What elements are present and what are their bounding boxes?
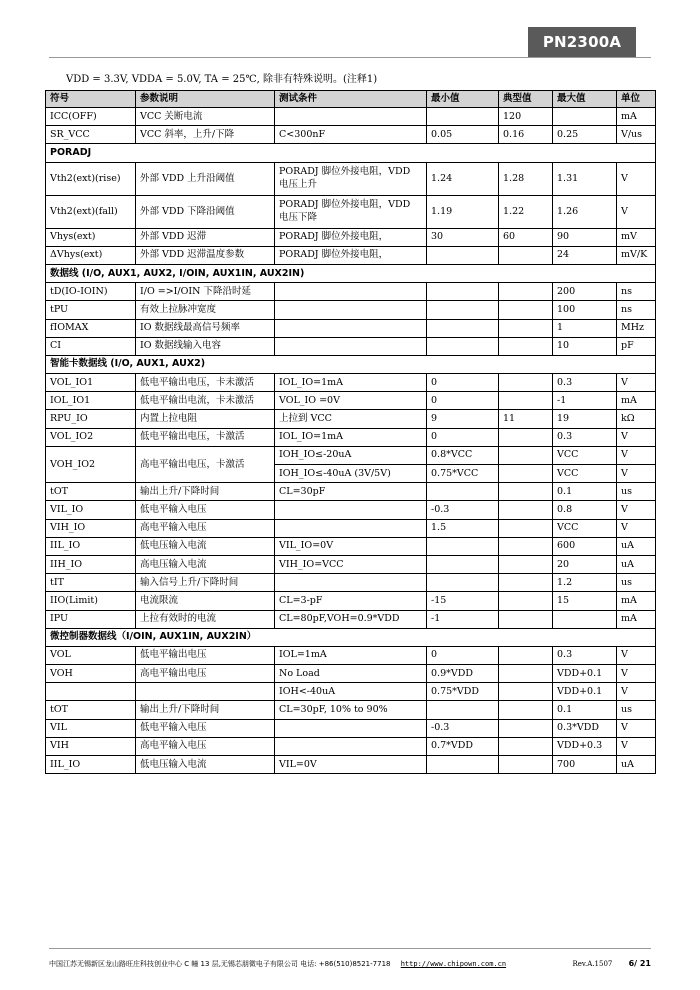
column-header: 最大值	[553, 91, 617, 108]
table-cell	[499, 446, 553, 464]
table-cell: IOH<-40uA	[275, 683, 427, 701]
table-cell: IOH_IO≤-20uA	[275, 446, 427, 464]
table-cell	[553, 610, 617, 628]
table-cell: 30	[427, 228, 499, 246]
table-cell: 20	[553, 555, 617, 573]
part-number-tag: PN2300A	[528, 27, 636, 57]
table-row	[46, 228, 656, 246]
table-cell: VOL	[46, 646, 136, 664]
table-cell: 高电平输入电压	[136, 737, 275, 755]
table-cell	[499, 646, 553, 664]
table-cell: ns	[617, 301, 656, 319]
table-cell: PORADJ 脚位外接电阻，VDD 电压上升	[275, 162, 427, 195]
table-cell: MHz	[617, 319, 656, 337]
table-cell: VIL_IO=0V	[275, 537, 427, 555]
table-cell: mA	[617, 610, 656, 628]
table-cell	[499, 519, 553, 537]
company-address: 中国江苏无锡新区龙山路旺庄科技创业中心 C 幢 13 层,无锡芯朋微电子有限公司 电话: +86(510)8521-7718	[49, 960, 391, 968]
table-cell: V	[617, 646, 656, 664]
table-cell	[427, 756, 499, 774]
table-cell: V	[617, 665, 656, 683]
table-cell: 19	[553, 410, 617, 428]
table-cell: Vth2(ext)(fall)	[46, 195, 136, 228]
table-row	[46, 719, 656, 737]
table-cell: VOH_IO2	[46, 446, 136, 482]
table-cell: SR_VCC	[46, 126, 136, 144]
footer-rule	[49, 948, 651, 949]
table-cell: VIL	[46, 719, 136, 737]
table-cell: 0.3*VDD	[553, 719, 617, 737]
table-cell: mV	[617, 228, 656, 246]
table-cell	[275, 719, 427, 737]
table-cell: CL=80pF,VOH=0.9*VDD	[275, 610, 427, 628]
table-cell: 700	[553, 756, 617, 774]
table-cell: V	[617, 428, 656, 446]
table-cell: -0.3	[427, 501, 499, 519]
column-header: 测试条件	[275, 91, 427, 108]
table-cell: 外部 VDD 迟滞	[136, 228, 275, 246]
table-cell	[499, 610, 553, 628]
table-cell: IO 数据线最高信号频率	[136, 319, 275, 337]
table-cell: IIO(Limit)	[46, 592, 136, 610]
table-row	[46, 555, 656, 573]
table-cell: VDD+0.1	[553, 665, 617, 683]
table-cell: 上拉到 VCC	[275, 410, 427, 428]
table-cell: 1	[553, 319, 617, 337]
table-cell: -1	[427, 610, 499, 628]
table-cell: 0	[427, 392, 499, 410]
table-row	[46, 392, 656, 410]
table-row	[46, 756, 656, 774]
table-row	[46, 683, 656, 701]
table-cell: 低电平输出电流，卡未激活	[136, 392, 275, 410]
table-cell: VIL_IO	[46, 501, 136, 519]
table-cell: VIH	[46, 737, 136, 755]
table-row	[46, 646, 656, 664]
table-cell: 有效上拉脉冲宽度	[136, 301, 275, 319]
table-cell	[427, 108, 499, 126]
table-cell: 高电平输入电压	[136, 519, 275, 537]
table-cell: IPU	[46, 610, 136, 628]
table-cell: fIOMAX	[46, 319, 136, 337]
table-cell	[136, 683, 275, 701]
table-cell	[553, 108, 617, 126]
table-cell	[499, 483, 553, 501]
table-cell	[275, 301, 427, 319]
table-cell: 输出上升/下降时间	[136, 483, 275, 501]
table-cell: mA	[617, 108, 656, 126]
table-cell: IIL_IO	[46, 756, 136, 774]
table-row	[46, 410, 656, 428]
table-cell: RPU_IO	[46, 410, 136, 428]
table-cell: VCC 斜率，上升/下降	[136, 126, 275, 144]
table-cell: No Load	[275, 665, 427, 683]
table-cell: 0	[427, 428, 499, 446]
page-number: 6/ 21	[628, 959, 651, 968]
table-row	[46, 246, 656, 264]
table-row	[46, 574, 656, 592]
table-cell	[499, 756, 553, 774]
table-cell	[427, 319, 499, 337]
table-cell: 600	[553, 537, 617, 555]
table-row	[46, 108, 656, 126]
table-cell: 0.25	[553, 126, 617, 144]
table-cell: 低电压输入电流	[136, 756, 275, 774]
table-cell: -15	[427, 592, 499, 610]
table-cell: V	[617, 162, 656, 195]
page-footer	[49, 959, 651, 969]
table-cell	[499, 392, 553, 410]
table-cell: 0.7*VDD	[427, 737, 499, 755]
table-cell: IIL_IO	[46, 537, 136, 555]
table-cell: IOH_IO≤-40uA (3V/5V)	[275, 465, 427, 483]
table-cell: 24	[553, 246, 617, 264]
table-cell: -1	[553, 392, 617, 410]
table-cell	[427, 537, 499, 555]
table-cell: tOT	[46, 701, 136, 719]
table-cell: ns	[617, 283, 656, 301]
table-cell: 0.1	[553, 701, 617, 719]
table-cell: 0.9*VDD	[427, 665, 499, 683]
table-cell: VIH_IO	[46, 519, 136, 537]
table-cell: tOT	[46, 483, 136, 501]
table-cell: us	[617, 483, 656, 501]
table-cell	[499, 501, 553, 519]
table-cell: 外部 VDD 上升沿阈值	[136, 162, 275, 195]
table-cell	[499, 301, 553, 319]
table-cell	[427, 555, 499, 573]
table-cell	[275, 319, 427, 337]
table-cell	[427, 701, 499, 719]
table-cell	[499, 665, 553, 683]
table-cell: 1.2	[553, 574, 617, 592]
table-row	[46, 162, 656, 195]
table-cell: V	[617, 683, 656, 701]
table-cell	[499, 428, 553, 446]
table-cell: IOL_IO=1mA	[275, 428, 427, 446]
table-cell: 60	[499, 228, 553, 246]
table-cell: 输入信号上升/下降时间	[136, 574, 275, 592]
table-cell: 电流限流	[136, 592, 275, 610]
column-header: 单位	[617, 91, 656, 108]
column-header: 最小值	[427, 91, 499, 108]
column-header: 典型值	[499, 91, 553, 108]
table-cell: CL=30pF	[275, 483, 427, 501]
table-cell: VDD+0.1	[553, 683, 617, 701]
table-row	[46, 374, 656, 392]
table-cell: VIH_IO=VCC	[275, 555, 427, 573]
table-row	[46, 519, 656, 537]
table-cell	[499, 683, 553, 701]
table-cell: 0.75*VDD	[427, 683, 499, 701]
table-cell: CL=3-pF	[275, 592, 427, 610]
table-row	[46, 501, 656, 519]
table-cell: 0.75*VCC	[427, 465, 499, 483]
table-cell: 低电平输入电压	[136, 719, 275, 737]
table-cell: 0.3	[553, 646, 617, 664]
table-cell: 9	[427, 410, 499, 428]
table-cell	[499, 592, 553, 610]
table-cell: VOL_IO1	[46, 374, 136, 392]
table-cell: 0.3	[553, 374, 617, 392]
table-cell: ΔVhys(ext)	[46, 246, 136, 264]
table-cell	[499, 719, 553, 737]
table-cell: IO 数据线输入电容	[136, 337, 275, 355]
table-cell	[499, 337, 553, 355]
table-cell: 高电平输出电压	[136, 665, 275, 683]
table-cell: I/O =>I/OIN 下降沿时延	[136, 283, 275, 301]
section-title: 数据线 (I/O, AUX1, AUX2, I/OIN, AUX1IN, AUX2IN)	[46, 264, 656, 282]
table-cell	[499, 465, 553, 483]
table-row	[46, 665, 656, 683]
table-cell	[499, 374, 553, 392]
table-cell: 高电平输出电压，卡激活	[136, 446, 275, 482]
table-cell: VIL=0V	[275, 756, 427, 774]
table-cell	[499, 701, 553, 719]
table-cell	[275, 519, 427, 537]
table-cell: V	[617, 195, 656, 228]
table-cell: 0.3	[553, 428, 617, 446]
table-row	[46, 319, 656, 337]
table-cell: 外部 VDD 下降沿阈值	[136, 195, 275, 228]
table-cell: 100	[553, 301, 617, 319]
table-cell: 0.05	[427, 126, 499, 144]
column-header: 参数说明	[136, 91, 275, 108]
table-row	[46, 446, 656, 464]
section-row	[46, 144, 656, 162]
table-row	[46, 610, 656, 628]
table-row	[46, 301, 656, 319]
table-cell: 1.26	[553, 195, 617, 228]
table-cell	[427, 483, 499, 501]
table-header-row	[46, 91, 656, 108]
table-cell: V	[617, 501, 656, 519]
table-cell: VCC	[553, 465, 617, 483]
table-cell: IOL_IO1	[46, 392, 136, 410]
column-header: 符号	[46, 91, 136, 108]
table-cell: tD(IO-IOIN)	[46, 283, 136, 301]
table-cell: V	[617, 719, 656, 737]
table-row	[46, 592, 656, 610]
table-cell	[499, 574, 553, 592]
table-cell: 0.16	[499, 126, 553, 144]
table-cell: VCC	[553, 446, 617, 464]
table-cell	[499, 319, 553, 337]
table-cell: IOL_IO=1mA	[275, 374, 427, 392]
table-cell: C<300nF	[275, 126, 427, 144]
table-row	[46, 195, 656, 228]
table-cell	[427, 246, 499, 264]
table-cell: 低电平输出电压	[136, 646, 275, 664]
table-cell: mV/K	[617, 246, 656, 264]
table-cell: 低电平输出电压，卡激活	[136, 428, 275, 446]
table-cell: 低电平输出电压，卡未激活	[136, 374, 275, 392]
test-conditions-note: VDD = 3.3V, VDDA = 5.0V, TA = 25℃, 除非有特殊说明。(注释1)	[66, 74, 378, 85]
table-cell: 1.22	[499, 195, 553, 228]
table-cell: IIH_IO	[46, 555, 136, 573]
table-cell	[499, 246, 553, 264]
table-cell: VOL_IO2	[46, 428, 136, 446]
table-cell	[427, 283, 499, 301]
table-cell: 1.19	[427, 195, 499, 228]
header-rule	[49, 57, 651, 58]
section-row	[46, 628, 656, 646]
table-cell: V	[617, 737, 656, 755]
table-cell: pF	[617, 337, 656, 355]
table-cell: VCC	[553, 519, 617, 537]
table-cell	[427, 337, 499, 355]
table-cell	[275, 737, 427, 755]
table-cell	[427, 301, 499, 319]
table-cell	[427, 574, 499, 592]
table-row	[46, 283, 656, 301]
section-row	[46, 355, 656, 373]
table-cell: 120	[499, 108, 553, 126]
section-title: PORADJ	[46, 144, 656, 162]
table-cell: PORADJ 脚位外接电阻，	[275, 228, 427, 246]
table-row	[46, 701, 656, 719]
table-cell: PORADJ 脚位外接电阻，VDD 电压下降	[275, 195, 427, 228]
table-cell: IOL=1mA	[275, 646, 427, 664]
table-row	[46, 337, 656, 355]
table-cell: uA	[617, 537, 656, 555]
table-cell: VDD+0.3	[553, 737, 617, 755]
table-cell: VOH	[46, 665, 136, 683]
table-cell	[499, 555, 553, 573]
table-cell: Vth2(ext)(rise)	[46, 162, 136, 195]
table-cell: 0.8	[553, 501, 617, 519]
table-cell: CL=30pF, 10% to 90%	[275, 701, 427, 719]
table-cell	[275, 337, 427, 355]
table-cell: PORADJ 脚位外接电阻，	[275, 246, 427, 264]
table-row	[46, 428, 656, 446]
table-cell: us	[617, 574, 656, 592]
table-cell: V/us	[617, 126, 656, 144]
table-cell: V	[617, 465, 656, 483]
table-cell: CI	[46, 337, 136, 355]
table-cell: 0	[427, 374, 499, 392]
table-row	[46, 537, 656, 555]
section-title: 微控制器数据线（I/OIN, AUX1IN, AUX2IN）	[46, 628, 656, 646]
table-cell: tPU	[46, 301, 136, 319]
table-cell	[499, 737, 553, 755]
table-cell: V	[617, 446, 656, 464]
table-cell: 10	[553, 337, 617, 355]
table-cell: Vhys(ext)	[46, 228, 136, 246]
table-cell: 0	[427, 646, 499, 664]
table-cell: 外部 VDD 迟滞温度参数	[136, 246, 275, 264]
table-cell	[275, 283, 427, 301]
table-cell: 1.24	[427, 162, 499, 195]
table-cell	[499, 283, 553, 301]
table-cell: 1.5	[427, 519, 499, 537]
table-cell: 内置上拉电阻	[136, 410, 275, 428]
table-cell: V	[617, 519, 656, 537]
table-cell	[46, 683, 136, 701]
table-cell	[275, 501, 427, 519]
table-cell	[499, 537, 553, 555]
table-cell: 低电平输入电压	[136, 501, 275, 519]
table-cell: 200	[553, 283, 617, 301]
table-cell: 高电压输入电流	[136, 555, 275, 573]
table-cell: 90	[553, 228, 617, 246]
table-cell: 15	[553, 592, 617, 610]
table-cell: 低电压输入电流	[136, 537, 275, 555]
table-cell: -0.3	[427, 719, 499, 737]
table-cell: 1.28	[499, 162, 553, 195]
table-cell: mA	[617, 392, 656, 410]
table-cell: us	[617, 701, 656, 719]
table-cell: VCC 关断电流	[136, 108, 275, 126]
table-cell: 上拉有效时的电流	[136, 610, 275, 628]
table-cell: 0.1	[553, 483, 617, 501]
table-cell: uA	[617, 756, 656, 774]
table-cell: ICC(OFF)	[46, 108, 136, 126]
revision-label: Rev.A.1507	[572, 960, 613, 968]
table-cell: 输出上升/下降时间	[136, 701, 275, 719]
electrical-characteristics-table	[45, 90, 656, 774]
table-cell: 1.31	[553, 162, 617, 195]
table-cell: kΩ	[617, 410, 656, 428]
table-row	[46, 126, 656, 144]
table-cell: tIT	[46, 574, 136, 592]
table-row	[46, 737, 656, 755]
table-cell: VOL_IO =0V	[275, 392, 427, 410]
section-row	[46, 264, 656, 282]
table-cell	[275, 574, 427, 592]
section-title: 智能卡数据线 (I/O, AUX1, AUX2)	[46, 355, 656, 373]
table-cell: V	[617, 374, 656, 392]
table-cell: mA	[617, 592, 656, 610]
table-row	[46, 483, 656, 501]
table-cell: 0.8*VCC	[427, 446, 499, 464]
table-cell: uA	[617, 555, 656, 573]
table-cell	[275, 108, 427, 126]
table-cell: 11	[499, 410, 553, 428]
company-url-link[interactable]: http://www.chipown.com.cn	[400, 960, 507, 968]
